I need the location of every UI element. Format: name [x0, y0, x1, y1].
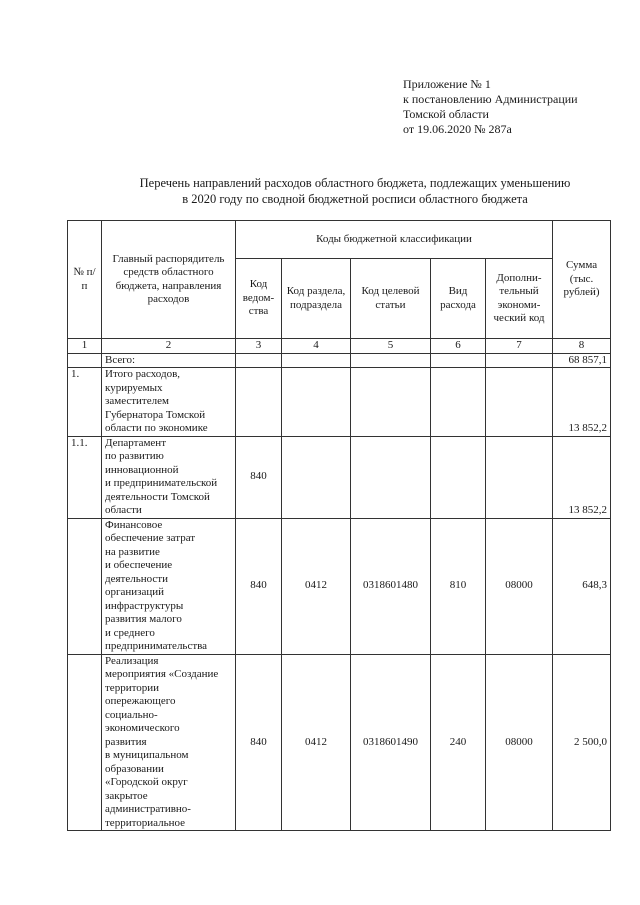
row-name-line: мероприятия «Создание	[105, 668, 219, 680]
row-name-line: предпринимательства	[105, 640, 208, 652]
table-row	[68, 368, 611, 437]
row-name-line: деятельности Томской	[105, 490, 210, 503]
row-expense-type: 240	[431, 654, 486, 831]
header-additional-code: Дополни-тельный экономи-ческий код	[486, 259, 553, 339]
row-name-line: «Городской округ	[105, 776, 188, 788]
row-name	[102, 368, 236, 437]
row-name-line: области по экономике	[105, 422, 208, 434]
row-section-code	[282, 436, 351, 518]
row-name-line: и предпринимательской	[105, 477, 218, 489]
row-name-line: Департамент	[105, 436, 167, 449]
total-row	[68, 353, 611, 368]
row-additional-code: 08000	[486, 654, 553, 831]
row-name-line: обеспечение затрат	[105, 532, 196, 544]
row-name-line: заместителем	[105, 395, 169, 407]
row-name-line: области	[105, 504, 142, 516]
row-name-line: закрытое	[105, 789, 148, 802]
row-num: 1.	[68, 368, 102, 437]
row-additional-code: 08000	[486, 518, 553, 654]
row-num: 1.1.	[68, 436, 102, 518]
title-line-2: в 2020 году по сводной бюджетной росписи областного бюджета	[182, 192, 528, 206]
row-dept-code: 840	[236, 654, 282, 831]
header-expense-type: Вид расхода	[431, 259, 486, 339]
row-name-line: территориальное	[105, 816, 186, 829]
header-section-code: Код раздела, подраздела	[282, 259, 351, 339]
row-name-line: образовании	[105, 762, 164, 775]
column-number: 1	[68, 339, 102, 354]
row-name-line: экономического	[105, 722, 180, 734]
column-number: 5	[351, 339, 431, 354]
total-label: Всего:	[102, 353, 236, 368]
row-name-line: административно-	[105, 803, 191, 815]
row-name-line: опережающего	[105, 695, 176, 707]
header-codes-group: Коды бюджетной классификации	[236, 221, 553, 259]
table-row	[68, 518, 611, 654]
row-target-code: 0318601490	[351, 654, 431, 831]
title-line-1: Перечень направлений расходов областного бюджета, подлежащих уменьшению	[139, 176, 571, 190]
header-manager: Главный распорядитель средств областного бюджета, направления расходов	[102, 221, 236, 339]
row-name-line: социально-	[105, 708, 158, 721]
row-additional-code	[486, 436, 553, 518]
row-name-line: развития	[105, 735, 147, 748]
column-number: 6	[431, 339, 486, 354]
row-name	[102, 518, 236, 654]
row-amount: 13 852,2	[553, 436, 611, 518]
row-name-line: инновационной	[105, 463, 179, 476]
table-rows	[68, 368, 611, 831]
row-amount: 648,3	[553, 518, 611, 654]
row-name-line: Реализация	[105, 654, 159, 667]
column-number: 7	[486, 339, 553, 354]
row-num	[68, 654, 102, 831]
table-row	[68, 654, 611, 831]
row-amount: 2 500,0	[553, 654, 611, 831]
row-name-line: курируемых	[105, 381, 163, 394]
row-amount: 13 852,2	[553, 368, 611, 437]
row-expense-type	[431, 368, 486, 437]
document-title	[60, 175, 640, 207]
row-section-code: 0412	[282, 654, 351, 831]
row-name-line: Губернатора Томской	[105, 408, 206, 421]
row-name-line: и обеспечение	[105, 559, 173, 571]
appendix-line-2: к постановлению Администрации	[403, 92, 578, 106]
row-name-line: по развитию	[105, 450, 164, 462]
row-name	[102, 654, 236, 831]
row-section-code: 0412	[282, 518, 351, 654]
row-name-line: развития малого	[105, 613, 182, 625]
row-name-line: Финансовое	[105, 518, 163, 531]
row-name-line: и среднего	[105, 626, 155, 639]
row-target-code: 0318601480	[351, 518, 431, 654]
total-amount: 68 857,1	[553, 353, 611, 368]
table-row	[68, 436, 611, 518]
header-amount: Сумма (тыс. рублей)	[553, 221, 611, 339]
row-name-line: деятельности	[105, 572, 168, 585]
appendix-line-3: Томской области	[403, 107, 489, 121]
row-name-line: организаций	[105, 586, 165, 598]
row-name-line: в муниципальном	[105, 749, 189, 761]
row-num	[68, 518, 102, 654]
column-number: 2	[102, 339, 236, 354]
row-name	[102, 436, 236, 518]
column-number: 3	[236, 339, 282, 354]
budget-table	[67, 220, 611, 831]
header-target-code: Код целевой статьи	[351, 259, 431, 339]
header-num: № п/п	[68, 221, 102, 339]
appendix-line-4: от 19.06.2020 № 287а	[403, 122, 512, 136]
column-number: 4	[282, 339, 351, 354]
row-name-line: Итого расходов,	[105, 368, 181, 380]
row-name-line: территории	[105, 681, 160, 694]
appendix-line-1: Приложение № 1	[403, 77, 491, 91]
row-target-code	[351, 436, 431, 518]
row-dept-code: 840	[236, 518, 282, 654]
row-name-line: инфраструктуры	[105, 599, 184, 612]
row-target-code	[351, 368, 431, 437]
header-dept-code: Код ведом-ства	[236, 259, 282, 339]
row-section-code	[282, 368, 351, 437]
row-dept-code: 840	[236, 436, 282, 518]
appendix-block	[403, 77, 578, 137]
row-name-line: на развитие	[105, 545, 160, 558]
column-numbers-row	[68, 339, 611, 354]
row-expense-type: 810	[431, 518, 486, 654]
row-additional-code	[486, 368, 553, 437]
column-number: 8	[553, 339, 611, 354]
row-expense-type	[431, 436, 486, 518]
row-dept-code	[236, 368, 282, 437]
